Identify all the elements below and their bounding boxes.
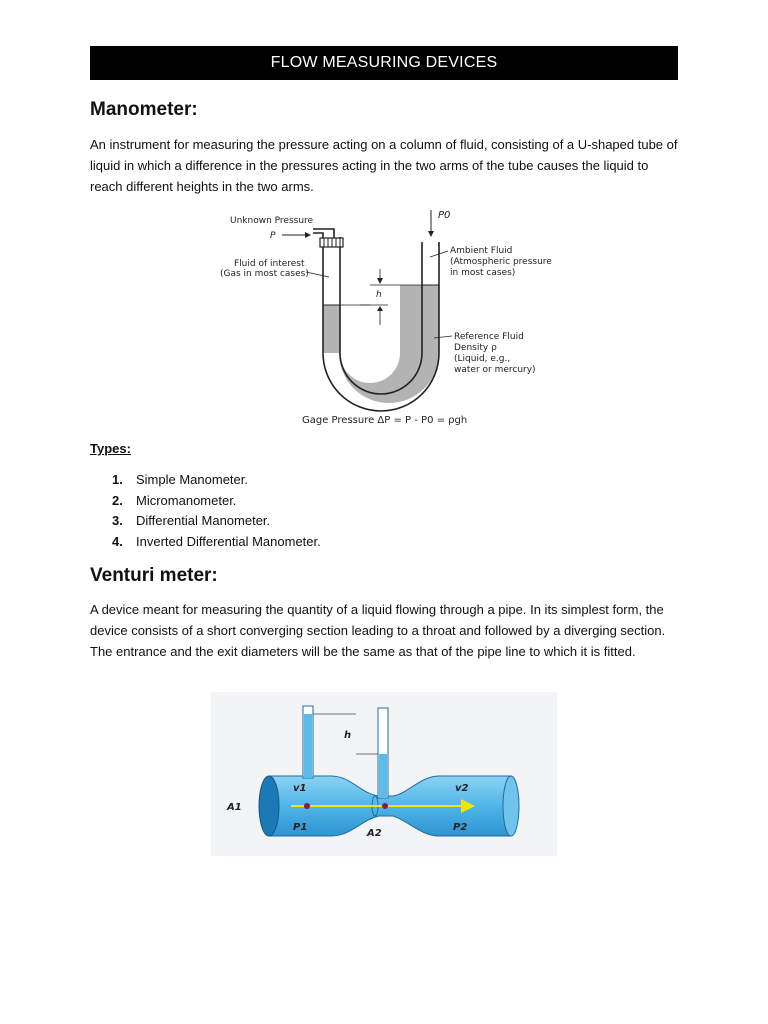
list-item-number: 1. <box>112 472 123 487</box>
manometer-diagram <box>210 205 570 433</box>
list-item <box>112 470 321 491</box>
p1-label: P1 <box>293 822 308 833</box>
liquid-note-2: water or mercury) <box>454 365 536 375</box>
density-label: Density ρ <box>454 343 497 353</box>
venturi-heading: Venturi meter: <box>90 565 218 586</box>
p2-label: P2 <box>453 822 468 833</box>
liquid-note-1: (Liquid, e.g., <box>454 354 511 364</box>
inlet-opening <box>259 776 279 836</box>
list-item-number: 3. <box>112 513 123 528</box>
list-item-label: Differential Manometer. <box>136 513 271 528</box>
unknown-pressure-label: Unknown Pressure <box>230 216 314 226</box>
manometer-heading: Manometer: <box>90 99 198 120</box>
reference-fluid-label: Reference Fluid <box>454 332 524 342</box>
list-item-label: Inverted Differential Manometer. <box>136 533 321 549</box>
a1-label: A1 <box>227 802 242 813</box>
list-item-number: 2. <box>112 492 123 508</box>
types-list <box>112 470 321 552</box>
ambient-note-2: in most cases) <box>450 268 516 278</box>
venturi-drawing <box>211 692 557 856</box>
venturi-description: A device meant for measuring the quantity of a liquid flowing through a pipe. In its simplest form, the device consists of a short converging section leading to a throat and followed by a diverging section. The entrance and the exit diameters will be the same as that of the pipe line to which it is fitted. <box>90 602 666 659</box>
list-item-label: Simple Manometer. <box>136 472 248 487</box>
list-item <box>112 532 321 553</box>
fluid-of-interest-note: (Gas in most cases) <box>220 269 309 279</box>
list-item-label: Micromanometer. <box>136 492 237 508</box>
h-label: h <box>376 290 382 300</box>
list-item <box>112 511 321 532</box>
venturi-diagram <box>211 692 557 856</box>
fluid-of-interest-label: Fluid of interest <box>234 259 305 269</box>
page-title: FLOW MEASURING DEVICES <box>90 46 678 80</box>
a2-label: A2 <box>367 828 382 839</box>
types-label: Types: <box>90 441 131 456</box>
gage-pressure-formula: Gage Pressure ΔP = P - P0 = ρgh <box>302 415 468 426</box>
v2-label: v2 <box>455 783 469 794</box>
list-item-number: 4. <box>112 533 123 549</box>
ambient-note-1: (Atmospheric pressure <box>450 257 552 267</box>
p0-label: P0 <box>438 210 451 221</box>
v1-label: v1 <box>293 783 307 794</box>
venturi-h-label: h <box>344 730 352 741</box>
p-label: P <box>270 231 276 241</box>
ambient-fluid-label: Ambient Fluid <box>450 246 513 256</box>
list-item <box>112 491 321 512</box>
manometer-description: An instrument for measuring the pressure acting on a column of fluid, consisting of a U-shaped tube of liquid in which a difference in the pressures acting in the two arms of the tube causes the liquid to reach different heights in the two arms. <box>90 137 678 194</box>
